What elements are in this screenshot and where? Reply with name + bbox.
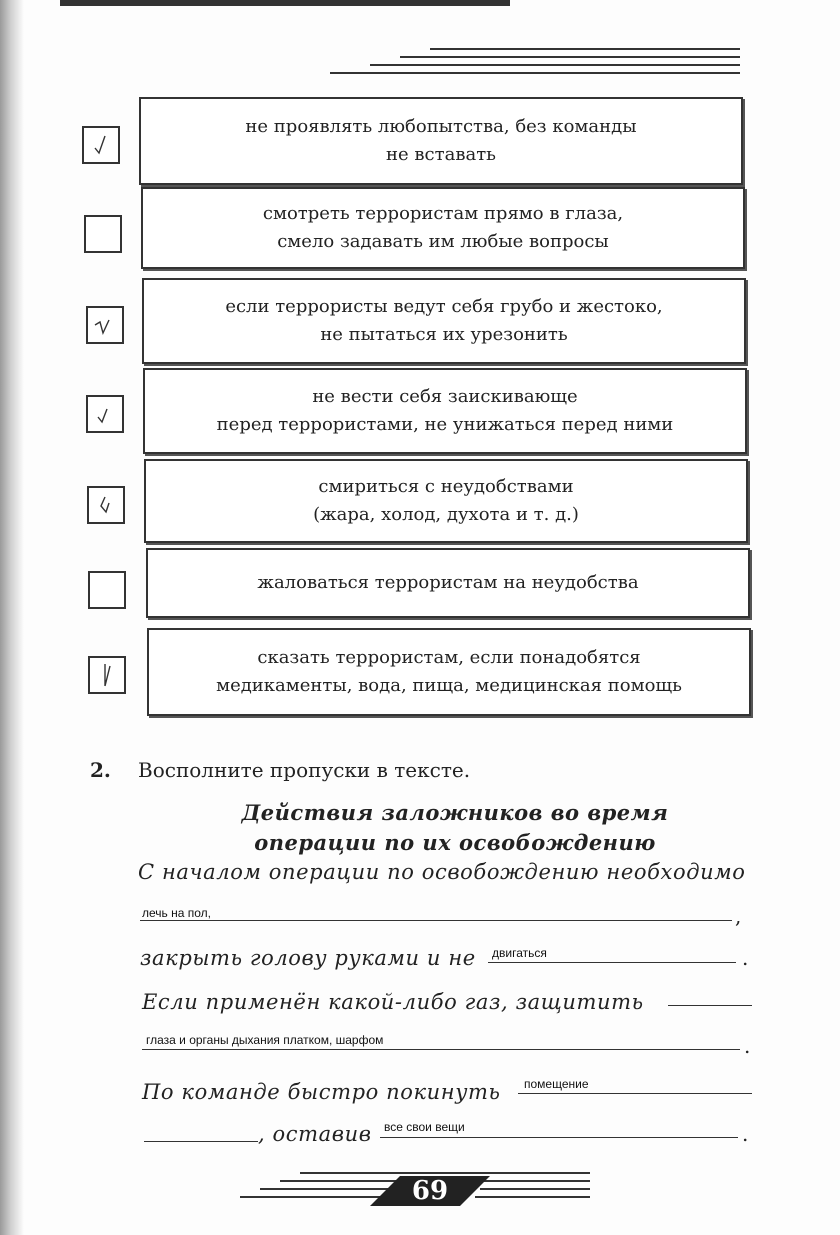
period: . (742, 946, 749, 970)
period: . (744, 1034, 751, 1058)
decor-line (430, 48, 740, 50)
checkbox[interactable] (88, 571, 126, 609)
decor-line (330, 72, 740, 74)
handwritten-answer-3: глаза и органы дыхания платком, шарфом (146, 1033, 384, 1047)
answer-line[interactable] (142, 1049, 740, 1050)
handwritten-answer-2: двигаться (492, 946, 547, 960)
section-title-line2: операции по их освобождению (254, 830, 656, 855)
checkmark-icon (90, 658, 124, 692)
answer-line[interactable] (380, 1137, 738, 1138)
page-number-badge (330, 1174, 530, 1208)
option-box (146, 548, 750, 618)
checkbox[interactable] (88, 656, 126, 694)
handwritten-answer-1: лечь на пол, (142, 906, 211, 920)
text-line-3: Если применён какой-либо газ, защитить (142, 990, 644, 1014)
answer-line[interactable] (488, 962, 736, 963)
top-rule (60, 0, 510, 6)
text-line-2: закрыть голову руками и не (140, 946, 476, 970)
page-edge-shadow (0, 0, 24, 1235)
task-number: 2. (90, 758, 111, 782)
checkbox[interactable] (86, 306, 124, 344)
option-text: жаловаться террористам на неудобства (257, 572, 639, 593)
checkbox[interactable] (82, 126, 120, 164)
option-text: если террористы ведут себя грубо и жестоко, не пытаться их урезонить (225, 296, 663, 345)
task-instruction: Восполните пропуски в тексте. (138, 758, 471, 782)
text-line-1: С началом операции по освобождению необходимо (138, 860, 746, 884)
period: . (742, 1122, 749, 1146)
decor-line (370, 64, 740, 66)
checkmark-icon (88, 397, 122, 431)
option-box (144, 459, 748, 543)
handwritten-answer-5: все свои вещи (384, 1120, 465, 1134)
checkmark-icon (89, 488, 123, 522)
text-line-5: , оставив (258, 1122, 372, 1146)
option-box (139, 97, 743, 185)
option-text: не проявлять любопытства, без команды не вставать (245, 116, 637, 165)
page-number: 69 (411, 1176, 449, 1206)
checkbox[interactable] (87, 486, 125, 524)
option-text: смотреть террористам прямо в глаза, смело задавать им любые вопросы (262, 203, 624, 252)
answer-line[interactable] (140, 920, 732, 921)
checkmark-icon (84, 128, 118, 162)
section-title-line1: Действия заложников во время (241, 800, 669, 825)
answer-line[interactable] (668, 1005, 752, 1006)
decor-line (400, 56, 740, 58)
option-box (147, 628, 751, 716)
checkbox[interactable] (86, 395, 124, 433)
checkbox[interactable] (84, 215, 122, 253)
checkmark-icon (88, 308, 122, 342)
option-text: сказать террористам, если понадобятся медикаменты, вода, пища, медицинская помощь (216, 647, 682, 696)
text-line-4: По команде быстро покинуть (142, 1080, 501, 1104)
handwritten-answer-4: помещение (524, 1077, 589, 1091)
option-box (143, 368, 747, 454)
option-box (142, 278, 746, 364)
answer-line[interactable] (518, 1093, 752, 1094)
answer-line[interactable] (144, 1141, 258, 1142)
option-box (141, 187, 745, 269)
option-text: смириться с неудобствами (жара, холод, духота и т. д.) (313, 476, 579, 525)
option-text: не вести себя заискивающе перед террористами, не унижаться перед ними (216, 386, 674, 435)
comma: , (735, 904, 742, 928)
